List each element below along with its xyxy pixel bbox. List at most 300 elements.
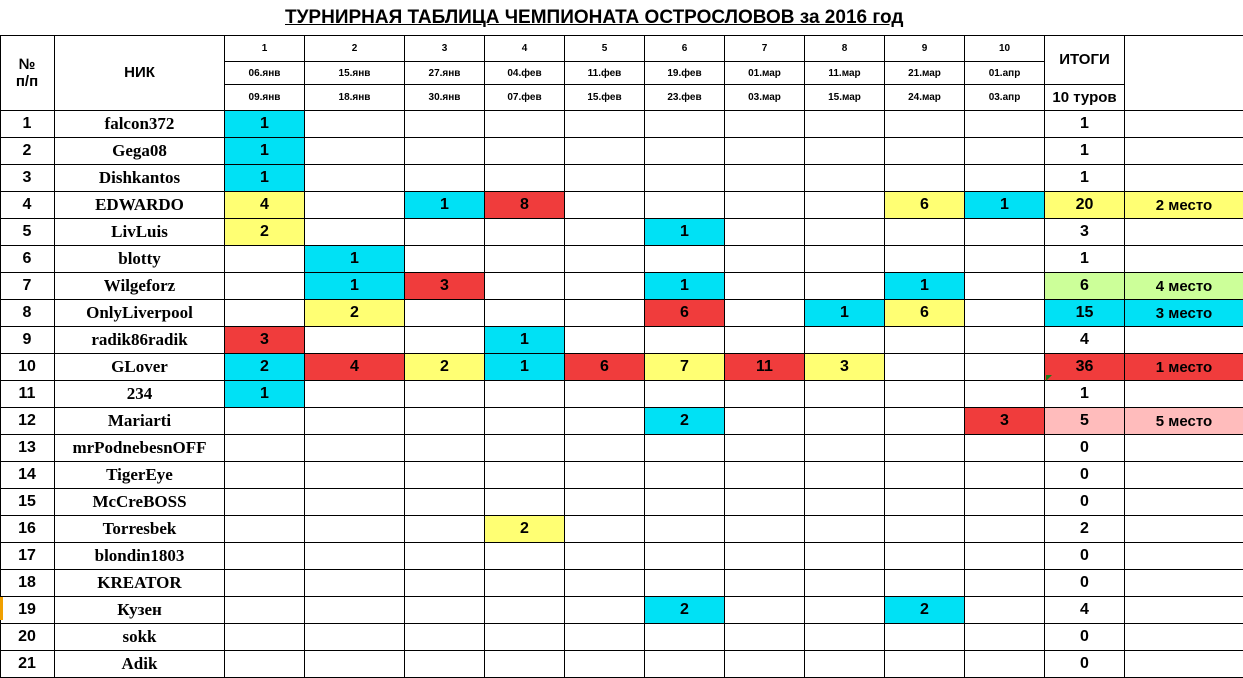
- round-score[interactable]: [305, 597, 405, 624]
- round-score[interactable]: [485, 300, 565, 327]
- round-score[interactable]: [965, 354, 1045, 381]
- row-number[interactable]: 21: [0, 651, 55, 678]
- round-score[interactable]: [485, 624, 565, 651]
- round-score[interactable]: [965, 462, 1045, 489]
- row-total[interactable]: 5: [1045, 408, 1125, 435]
- row-place[interactable]: [1125, 435, 1243, 462]
- round-score[interactable]: [965, 435, 1045, 462]
- round-score[interactable]: [305, 138, 405, 165]
- round-score[interactable]: [405, 624, 485, 651]
- round-score[interactable]: 8: [485, 192, 565, 219]
- round-score[interactable]: [725, 489, 805, 516]
- row-place[interactable]: 5 место: [1125, 408, 1243, 435]
- header-round-number[interactable]: 1: [225, 35, 305, 62]
- round-score[interactable]: 1: [225, 381, 305, 408]
- round-score[interactable]: [725, 570, 805, 597]
- round-score[interactable]: [805, 489, 885, 516]
- round-score[interactable]: [645, 246, 725, 273]
- round-score[interactable]: [565, 435, 645, 462]
- round-score[interactable]: [485, 435, 565, 462]
- row-number[interactable]: 18: [0, 570, 55, 597]
- row-total[interactable]: 0: [1045, 651, 1125, 678]
- header-round-number[interactable]: 4: [485, 35, 565, 62]
- row-number[interactable]: 20: [0, 624, 55, 651]
- row-nick[interactable]: LivLuis: [55, 219, 225, 246]
- round-score[interactable]: 3: [805, 354, 885, 381]
- row-number[interactable]: 12: [0, 408, 55, 435]
- round-score[interactable]: [225, 462, 305, 489]
- header-round-number[interactable]: 2: [305, 35, 405, 62]
- row-nick[interactable]: falcon372: [55, 111, 225, 138]
- round-score[interactable]: 2: [225, 354, 305, 381]
- row-number[interactable]: 5: [0, 219, 55, 246]
- row-nick[interactable]: blotty: [55, 246, 225, 273]
- row-nick[interactable]: TigerEye: [55, 462, 225, 489]
- round-score[interactable]: [225, 489, 305, 516]
- row-nick[interactable]: radik86radik: [55, 327, 225, 354]
- header-round-date2[interactable]: 09.янв: [225, 85, 305, 111]
- header-round-date1[interactable]: 04.фев: [485, 62, 565, 85]
- round-score[interactable]: [645, 435, 725, 462]
- row-place[interactable]: [1125, 489, 1243, 516]
- round-score[interactable]: [965, 516, 1045, 543]
- header-round-date2[interactable]: 07.фев: [485, 85, 565, 111]
- round-score[interactable]: [725, 462, 805, 489]
- row-total[interactable]: 1: [1045, 111, 1125, 138]
- round-score[interactable]: [805, 516, 885, 543]
- row-total[interactable]: 4: [1045, 597, 1125, 624]
- round-score[interactable]: 3: [965, 408, 1045, 435]
- round-score[interactable]: [305, 435, 405, 462]
- row-nick[interactable]: EDWARDO: [55, 192, 225, 219]
- header-round-date2[interactable]: 03.апр: [965, 85, 1045, 111]
- round-score[interactable]: [965, 597, 1045, 624]
- header-round-number[interactable]: 7: [725, 35, 805, 62]
- round-score[interactable]: [305, 111, 405, 138]
- round-score[interactable]: [885, 543, 965, 570]
- round-score[interactable]: [885, 489, 965, 516]
- round-score[interactable]: [405, 138, 485, 165]
- round-score[interactable]: [965, 327, 1045, 354]
- round-score[interactable]: [965, 624, 1045, 651]
- row-number[interactable]: 8: [0, 300, 55, 327]
- round-score[interactable]: [565, 624, 645, 651]
- row-place[interactable]: [1125, 165, 1243, 192]
- header-round-date1[interactable]: 06.янв: [225, 62, 305, 85]
- round-score[interactable]: [965, 138, 1045, 165]
- round-score[interactable]: 1: [485, 327, 565, 354]
- row-number[interactable]: 6: [0, 246, 55, 273]
- round-score[interactable]: [805, 570, 885, 597]
- row-nick[interactable]: Adik: [55, 651, 225, 678]
- round-score[interactable]: [725, 165, 805, 192]
- round-score[interactable]: [225, 516, 305, 543]
- round-score[interactable]: [305, 651, 405, 678]
- round-score[interactable]: [725, 651, 805, 678]
- round-score[interactable]: [965, 570, 1045, 597]
- row-nick[interactable]: Dishkantos: [55, 165, 225, 192]
- round-score[interactable]: 1: [225, 111, 305, 138]
- round-score[interactable]: [725, 219, 805, 246]
- header-round-date1[interactable]: 11.фев: [565, 62, 645, 85]
- round-score[interactable]: [805, 138, 885, 165]
- round-score[interactable]: [485, 138, 565, 165]
- round-score[interactable]: 4: [305, 354, 405, 381]
- round-score[interactable]: [305, 408, 405, 435]
- row-number[interactable]: 3: [0, 165, 55, 192]
- round-score[interactable]: [645, 165, 725, 192]
- row-place[interactable]: [1125, 516, 1243, 543]
- row-nick[interactable]: 234: [55, 381, 225, 408]
- round-score[interactable]: 2: [885, 597, 965, 624]
- header-round-date2[interactable]: 24.мар: [885, 85, 965, 111]
- round-score[interactable]: [885, 462, 965, 489]
- row-total[interactable]: 2: [1045, 516, 1125, 543]
- row-number[interactable]: 16: [0, 516, 55, 543]
- round-score[interactable]: [565, 408, 645, 435]
- round-score[interactable]: [805, 651, 885, 678]
- round-score[interactable]: [725, 381, 805, 408]
- round-score[interactable]: 3: [225, 327, 305, 354]
- row-nick[interactable]: McCreBOSS: [55, 489, 225, 516]
- header-round-date1[interactable]: 11.мар: [805, 62, 885, 85]
- row-number[interactable]: 15: [0, 489, 55, 516]
- round-score[interactable]: [885, 435, 965, 462]
- round-score[interactable]: 2: [645, 408, 725, 435]
- round-score[interactable]: [305, 462, 405, 489]
- round-score[interactable]: [965, 219, 1045, 246]
- round-score[interactable]: 1: [225, 138, 305, 165]
- round-score[interactable]: [805, 597, 885, 624]
- round-score[interactable]: [645, 624, 725, 651]
- round-score[interactable]: [805, 192, 885, 219]
- row-nick[interactable]: sokk: [55, 624, 225, 651]
- round-score[interactable]: 6: [565, 354, 645, 381]
- round-score[interactable]: 1: [405, 192, 485, 219]
- round-score[interactable]: [565, 516, 645, 543]
- round-score[interactable]: 4: [225, 192, 305, 219]
- row-number[interactable]: 13: [0, 435, 55, 462]
- header-round-date2[interactable]: 03.мар: [725, 85, 805, 111]
- round-score[interactable]: [565, 219, 645, 246]
- round-score[interactable]: [405, 651, 485, 678]
- row-number[interactable]: 10: [0, 354, 55, 381]
- round-score[interactable]: [885, 408, 965, 435]
- row-number[interactable]: 19: [0, 597, 55, 624]
- round-score[interactable]: 1: [485, 354, 565, 381]
- round-score[interactable]: [965, 489, 1045, 516]
- row-place[interactable]: [1125, 597, 1243, 624]
- round-score[interactable]: [405, 165, 485, 192]
- row-total[interactable]: 6: [1045, 273, 1125, 300]
- header-round-date2[interactable]: 15.мар: [805, 85, 885, 111]
- round-score[interactable]: [405, 246, 485, 273]
- row-number[interactable]: 9: [0, 327, 55, 354]
- row-place[interactable]: 1 место: [1125, 354, 1243, 381]
- round-score[interactable]: [405, 516, 485, 543]
- header-round-number[interactable]: 3: [405, 35, 485, 62]
- round-score[interactable]: [485, 651, 565, 678]
- header-place[interactable]: [1125, 35, 1243, 111]
- round-score[interactable]: [725, 192, 805, 219]
- row-nick[interactable]: GLover: [55, 354, 225, 381]
- row-number[interactable]: 17: [0, 543, 55, 570]
- round-score[interactable]: [645, 516, 725, 543]
- row-total[interactable]: 0: [1045, 435, 1125, 462]
- round-score[interactable]: [965, 111, 1045, 138]
- round-score[interactable]: [805, 219, 885, 246]
- row-total[interactable]: 0: [1045, 570, 1125, 597]
- round-score[interactable]: [405, 219, 485, 246]
- round-score[interactable]: [305, 165, 405, 192]
- round-score[interactable]: [305, 570, 405, 597]
- header-totals[interactable]: ИТОГИ: [1045, 35, 1125, 85]
- round-score[interactable]: [805, 273, 885, 300]
- header-round-date1[interactable]: 27.янв: [405, 62, 485, 85]
- round-score[interactable]: [565, 651, 645, 678]
- round-score[interactable]: [405, 408, 485, 435]
- row-total[interactable]: 0: [1045, 624, 1125, 651]
- round-score[interactable]: [965, 651, 1045, 678]
- round-score[interactable]: 1: [885, 273, 965, 300]
- round-score[interactable]: [645, 111, 725, 138]
- row-number[interactable]: 4: [0, 192, 55, 219]
- round-score[interactable]: [485, 570, 565, 597]
- round-score[interactable]: [885, 570, 965, 597]
- row-nick[interactable]: Кузен: [55, 597, 225, 624]
- row-nick[interactable]: Mariarti: [55, 408, 225, 435]
- round-score[interactable]: 1: [645, 273, 725, 300]
- round-score[interactable]: [725, 111, 805, 138]
- header-round-number[interactable]: 10: [965, 35, 1045, 62]
- round-score[interactable]: [725, 516, 805, 543]
- header-round-date1[interactable]: 01.апр: [965, 62, 1045, 85]
- header-round-date1[interactable]: 01.мар: [725, 62, 805, 85]
- round-score[interactable]: 1: [305, 246, 405, 273]
- round-score[interactable]: [885, 624, 965, 651]
- header-nick[interactable]: НИК: [55, 35, 225, 111]
- round-score[interactable]: [645, 489, 725, 516]
- round-score[interactable]: [805, 165, 885, 192]
- round-score[interactable]: [305, 624, 405, 651]
- round-score[interactable]: 2: [485, 516, 565, 543]
- row-place[interactable]: [1125, 327, 1243, 354]
- round-score[interactable]: [485, 381, 565, 408]
- row-total[interactable]: 4: [1045, 327, 1125, 354]
- round-score[interactable]: [405, 543, 485, 570]
- row-number[interactable]: 7: [0, 273, 55, 300]
- round-score[interactable]: [565, 570, 645, 597]
- round-score[interactable]: [565, 138, 645, 165]
- round-score[interactable]: [885, 381, 965, 408]
- round-score[interactable]: 1: [305, 273, 405, 300]
- round-score[interactable]: [725, 138, 805, 165]
- header-round-number[interactable]: 6: [645, 35, 725, 62]
- header-totals-sub[interactable]: 10 туров: [1045, 85, 1125, 111]
- round-score[interactable]: [885, 111, 965, 138]
- round-score[interactable]: [485, 597, 565, 624]
- round-score[interactable]: [965, 381, 1045, 408]
- header-number[interactable]: [0, 35, 55, 111]
- round-score[interactable]: [485, 489, 565, 516]
- header-round-number[interactable]: 5: [565, 35, 645, 62]
- round-score[interactable]: [405, 462, 485, 489]
- round-score[interactable]: 1: [645, 219, 725, 246]
- row-total[interactable]: 1: [1045, 165, 1125, 192]
- header-round-date1[interactable]: 19.фев: [645, 62, 725, 85]
- round-score[interactable]: [565, 246, 645, 273]
- round-score[interactable]: [805, 327, 885, 354]
- header-round-date2[interactable]: 30.янв: [405, 85, 485, 111]
- round-score[interactable]: [485, 408, 565, 435]
- row-number[interactable]: 1: [0, 111, 55, 138]
- row-place[interactable]: 4 место: [1125, 273, 1243, 300]
- round-score[interactable]: [225, 570, 305, 597]
- round-score[interactable]: [885, 219, 965, 246]
- round-score[interactable]: [725, 273, 805, 300]
- header-round-date2[interactable]: 23.фев: [645, 85, 725, 111]
- round-score[interactable]: [885, 246, 965, 273]
- round-score[interactable]: [485, 273, 565, 300]
- round-score[interactable]: [725, 408, 805, 435]
- round-score[interactable]: 7: [645, 354, 725, 381]
- round-score[interactable]: 6: [885, 192, 965, 219]
- round-score[interactable]: [965, 273, 1045, 300]
- round-score[interactable]: [645, 381, 725, 408]
- row-total[interactable]: 15: [1045, 300, 1125, 327]
- round-score[interactable]: [645, 462, 725, 489]
- round-score[interactable]: [405, 570, 485, 597]
- row-place[interactable]: [1125, 624, 1243, 651]
- round-score[interactable]: [305, 489, 405, 516]
- row-place[interactable]: [1125, 219, 1243, 246]
- round-score[interactable]: [885, 138, 965, 165]
- row-total[interactable]: 0: [1045, 462, 1125, 489]
- round-score[interactable]: [225, 408, 305, 435]
- round-score[interactable]: 2: [305, 300, 405, 327]
- round-score[interactable]: [805, 624, 885, 651]
- round-score[interactable]: [725, 543, 805, 570]
- round-score[interactable]: [405, 111, 485, 138]
- header-round-date2[interactable]: 15.фев: [565, 85, 645, 111]
- round-score[interactable]: [565, 300, 645, 327]
- round-score[interactable]: [805, 462, 885, 489]
- round-score[interactable]: [485, 462, 565, 489]
- row-nick[interactable]: KREATOR: [55, 570, 225, 597]
- round-score[interactable]: [965, 165, 1045, 192]
- row-nick[interactable]: Gega08: [55, 138, 225, 165]
- round-score[interactable]: 3: [405, 273, 485, 300]
- header-round-date1[interactable]: 21.мар: [885, 62, 965, 85]
- round-score[interactable]: 2: [405, 354, 485, 381]
- round-score[interactable]: [305, 543, 405, 570]
- round-score[interactable]: [405, 327, 485, 354]
- round-score[interactable]: [885, 651, 965, 678]
- row-total[interactable]: 1: [1045, 138, 1125, 165]
- row-place[interactable]: [1125, 543, 1243, 570]
- round-score[interactable]: [885, 516, 965, 543]
- header-round-date2[interactable]: 18.янв: [305, 85, 405, 111]
- round-score[interactable]: [645, 570, 725, 597]
- round-score[interactable]: [645, 192, 725, 219]
- round-score[interactable]: 2: [645, 597, 725, 624]
- round-score[interactable]: [805, 246, 885, 273]
- row-place[interactable]: [1125, 138, 1243, 165]
- row-nick[interactable]: mrPodnebesnOFF: [55, 435, 225, 462]
- row-place[interactable]: [1125, 462, 1243, 489]
- round-score[interactable]: [965, 543, 1045, 570]
- round-score[interactable]: [305, 381, 405, 408]
- round-score[interactable]: [225, 273, 305, 300]
- row-total[interactable]: 20: [1045, 192, 1125, 219]
- round-score[interactable]: [565, 165, 645, 192]
- row-total[interactable]: 0: [1045, 543, 1125, 570]
- row-total[interactable]: 3: [1045, 219, 1125, 246]
- round-score[interactable]: [645, 327, 725, 354]
- round-score[interactable]: [725, 597, 805, 624]
- round-score[interactable]: [565, 327, 645, 354]
- row-total[interactable]: 1: [1045, 381, 1125, 408]
- round-score[interactable]: [305, 219, 405, 246]
- row-place[interactable]: 2 место: [1125, 192, 1243, 219]
- row-nick[interactable]: Torresbek: [55, 516, 225, 543]
- round-score[interactable]: 11: [725, 354, 805, 381]
- round-score[interactable]: [965, 300, 1045, 327]
- row-place[interactable]: [1125, 570, 1243, 597]
- round-score[interactable]: [405, 489, 485, 516]
- round-score[interactable]: [805, 408, 885, 435]
- round-score[interactable]: 1: [965, 192, 1045, 219]
- round-score[interactable]: 1: [805, 300, 885, 327]
- row-place[interactable]: [1125, 651, 1243, 678]
- round-score[interactable]: [405, 597, 485, 624]
- round-score[interactable]: [485, 543, 565, 570]
- round-score[interactable]: [565, 381, 645, 408]
- row-number[interactable]: 11: [0, 381, 55, 408]
- header-round-date1[interactable]: 15.янв: [305, 62, 405, 85]
- round-score[interactable]: [225, 597, 305, 624]
- round-score[interactable]: [485, 165, 565, 192]
- round-score[interactable]: [225, 624, 305, 651]
- round-score[interactable]: [225, 543, 305, 570]
- round-score[interactable]: [645, 543, 725, 570]
- row-nick[interactable]: Wilgeforz: [55, 273, 225, 300]
- round-score[interactable]: [965, 246, 1045, 273]
- round-score[interactable]: [805, 111, 885, 138]
- round-score[interactable]: [565, 489, 645, 516]
- round-score[interactable]: 6: [885, 300, 965, 327]
- row-total[interactable]: 1: [1045, 246, 1125, 273]
- round-score[interactable]: [305, 516, 405, 543]
- round-score[interactable]: [885, 165, 965, 192]
- round-score[interactable]: [305, 192, 405, 219]
- round-score[interactable]: [885, 327, 965, 354]
- round-score[interactable]: 1: [225, 165, 305, 192]
- round-score[interactable]: [805, 543, 885, 570]
- row-place[interactable]: [1125, 111, 1243, 138]
- round-score[interactable]: [565, 192, 645, 219]
- row-number[interactable]: 14: [0, 462, 55, 489]
- row-place[interactable]: [1125, 246, 1243, 273]
- row-number[interactable]: 2: [0, 138, 55, 165]
- round-score[interactable]: [645, 138, 725, 165]
- header-round-number[interactable]: 8: [805, 35, 885, 62]
- round-score[interactable]: [405, 435, 485, 462]
- round-score[interactable]: [565, 111, 645, 138]
- round-score[interactable]: [485, 246, 565, 273]
- round-score[interactable]: [225, 300, 305, 327]
- round-score[interactable]: 2: [225, 219, 305, 246]
